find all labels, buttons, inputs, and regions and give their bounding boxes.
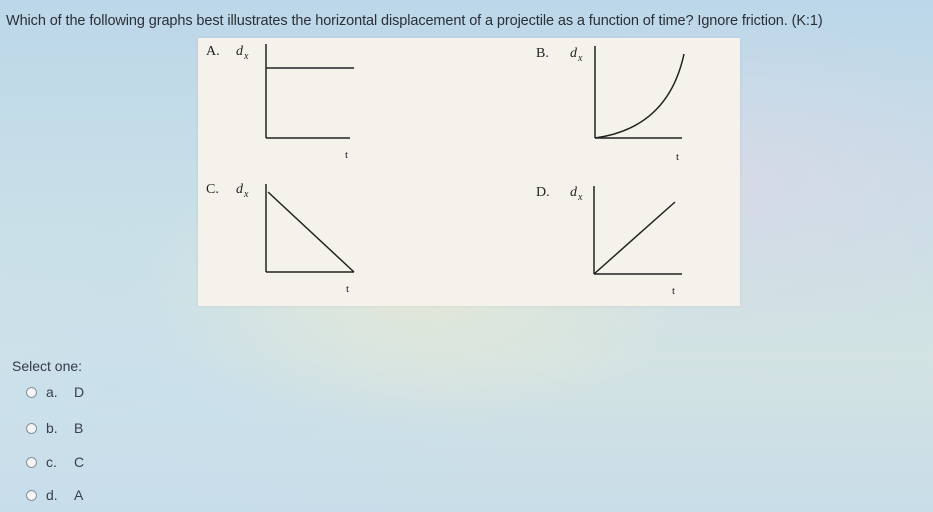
graph-a [206, 44, 354, 161]
option-d-value: A [74, 487, 84, 503]
graph-a-t-label: t [345, 149, 349, 161]
option-c-value: C [74, 454, 85, 470]
graph-b-curve [595, 54, 684, 138]
graph-d-letter: D. [536, 185, 550, 200]
graph-d [536, 185, 682, 297]
graph-b [536, 46, 684, 163]
option-a-letter: a. [46, 384, 58, 400]
graph-c-t-label: t [346, 283, 350, 295]
graph-b-letter: B. [536, 46, 549, 61]
radio-option-c[interactable] [26, 457, 37, 468]
graph-c-sub: x [244, 189, 249, 200]
graphs-svg [198, 38, 740, 306]
option-b[interactable] [26, 419, 83, 437]
graph-a-var: d [236, 44, 243, 59]
option-a-value: D [74, 384, 85, 400]
graph-d-var: d [570, 185, 577, 200]
graph-b-sub: x [578, 53, 583, 64]
option-b-value: B [74, 420, 84, 436]
graph-c-curve [268, 192, 354, 272]
graph-b-var: d [570, 46, 577, 61]
select-one-label: Select one: [12, 358, 83, 374]
graph-a-sub: x [244, 51, 249, 62]
radio-option-b[interactable] [26, 423, 37, 434]
graph-c-var: d [236, 182, 243, 197]
graphs-figure [198, 38, 740, 306]
option-c-letter: c. [46, 454, 57, 470]
option-b-letter: b. [46, 420, 58, 436]
radio-option-a[interactable] [26, 387, 37, 398]
option-d-letter: d. [46, 487, 58, 503]
graph-b-t-label: t [676, 151, 680, 163]
question-text: Which of the following graphs best illustrates the horizontal displacement of a projectile as a function of time? Ignore friction. (K:1) [6, 13, 823, 29]
graph-d-sub: x [578, 192, 583, 203]
option-c[interactable] [26, 453, 84, 471]
graph-d-curve [594, 202, 675, 274]
graph-c-letter: C. [206, 182, 219, 197]
radio-option-d[interactable] [26, 490, 37, 501]
option-a[interactable] [26, 383, 84, 401]
graph-a-letter: A. [206, 44, 220, 59]
graph-d-t-label: t [672, 285, 676, 297]
option-d[interactable] [26, 486, 83, 504]
graph-c [206, 182, 354, 295]
